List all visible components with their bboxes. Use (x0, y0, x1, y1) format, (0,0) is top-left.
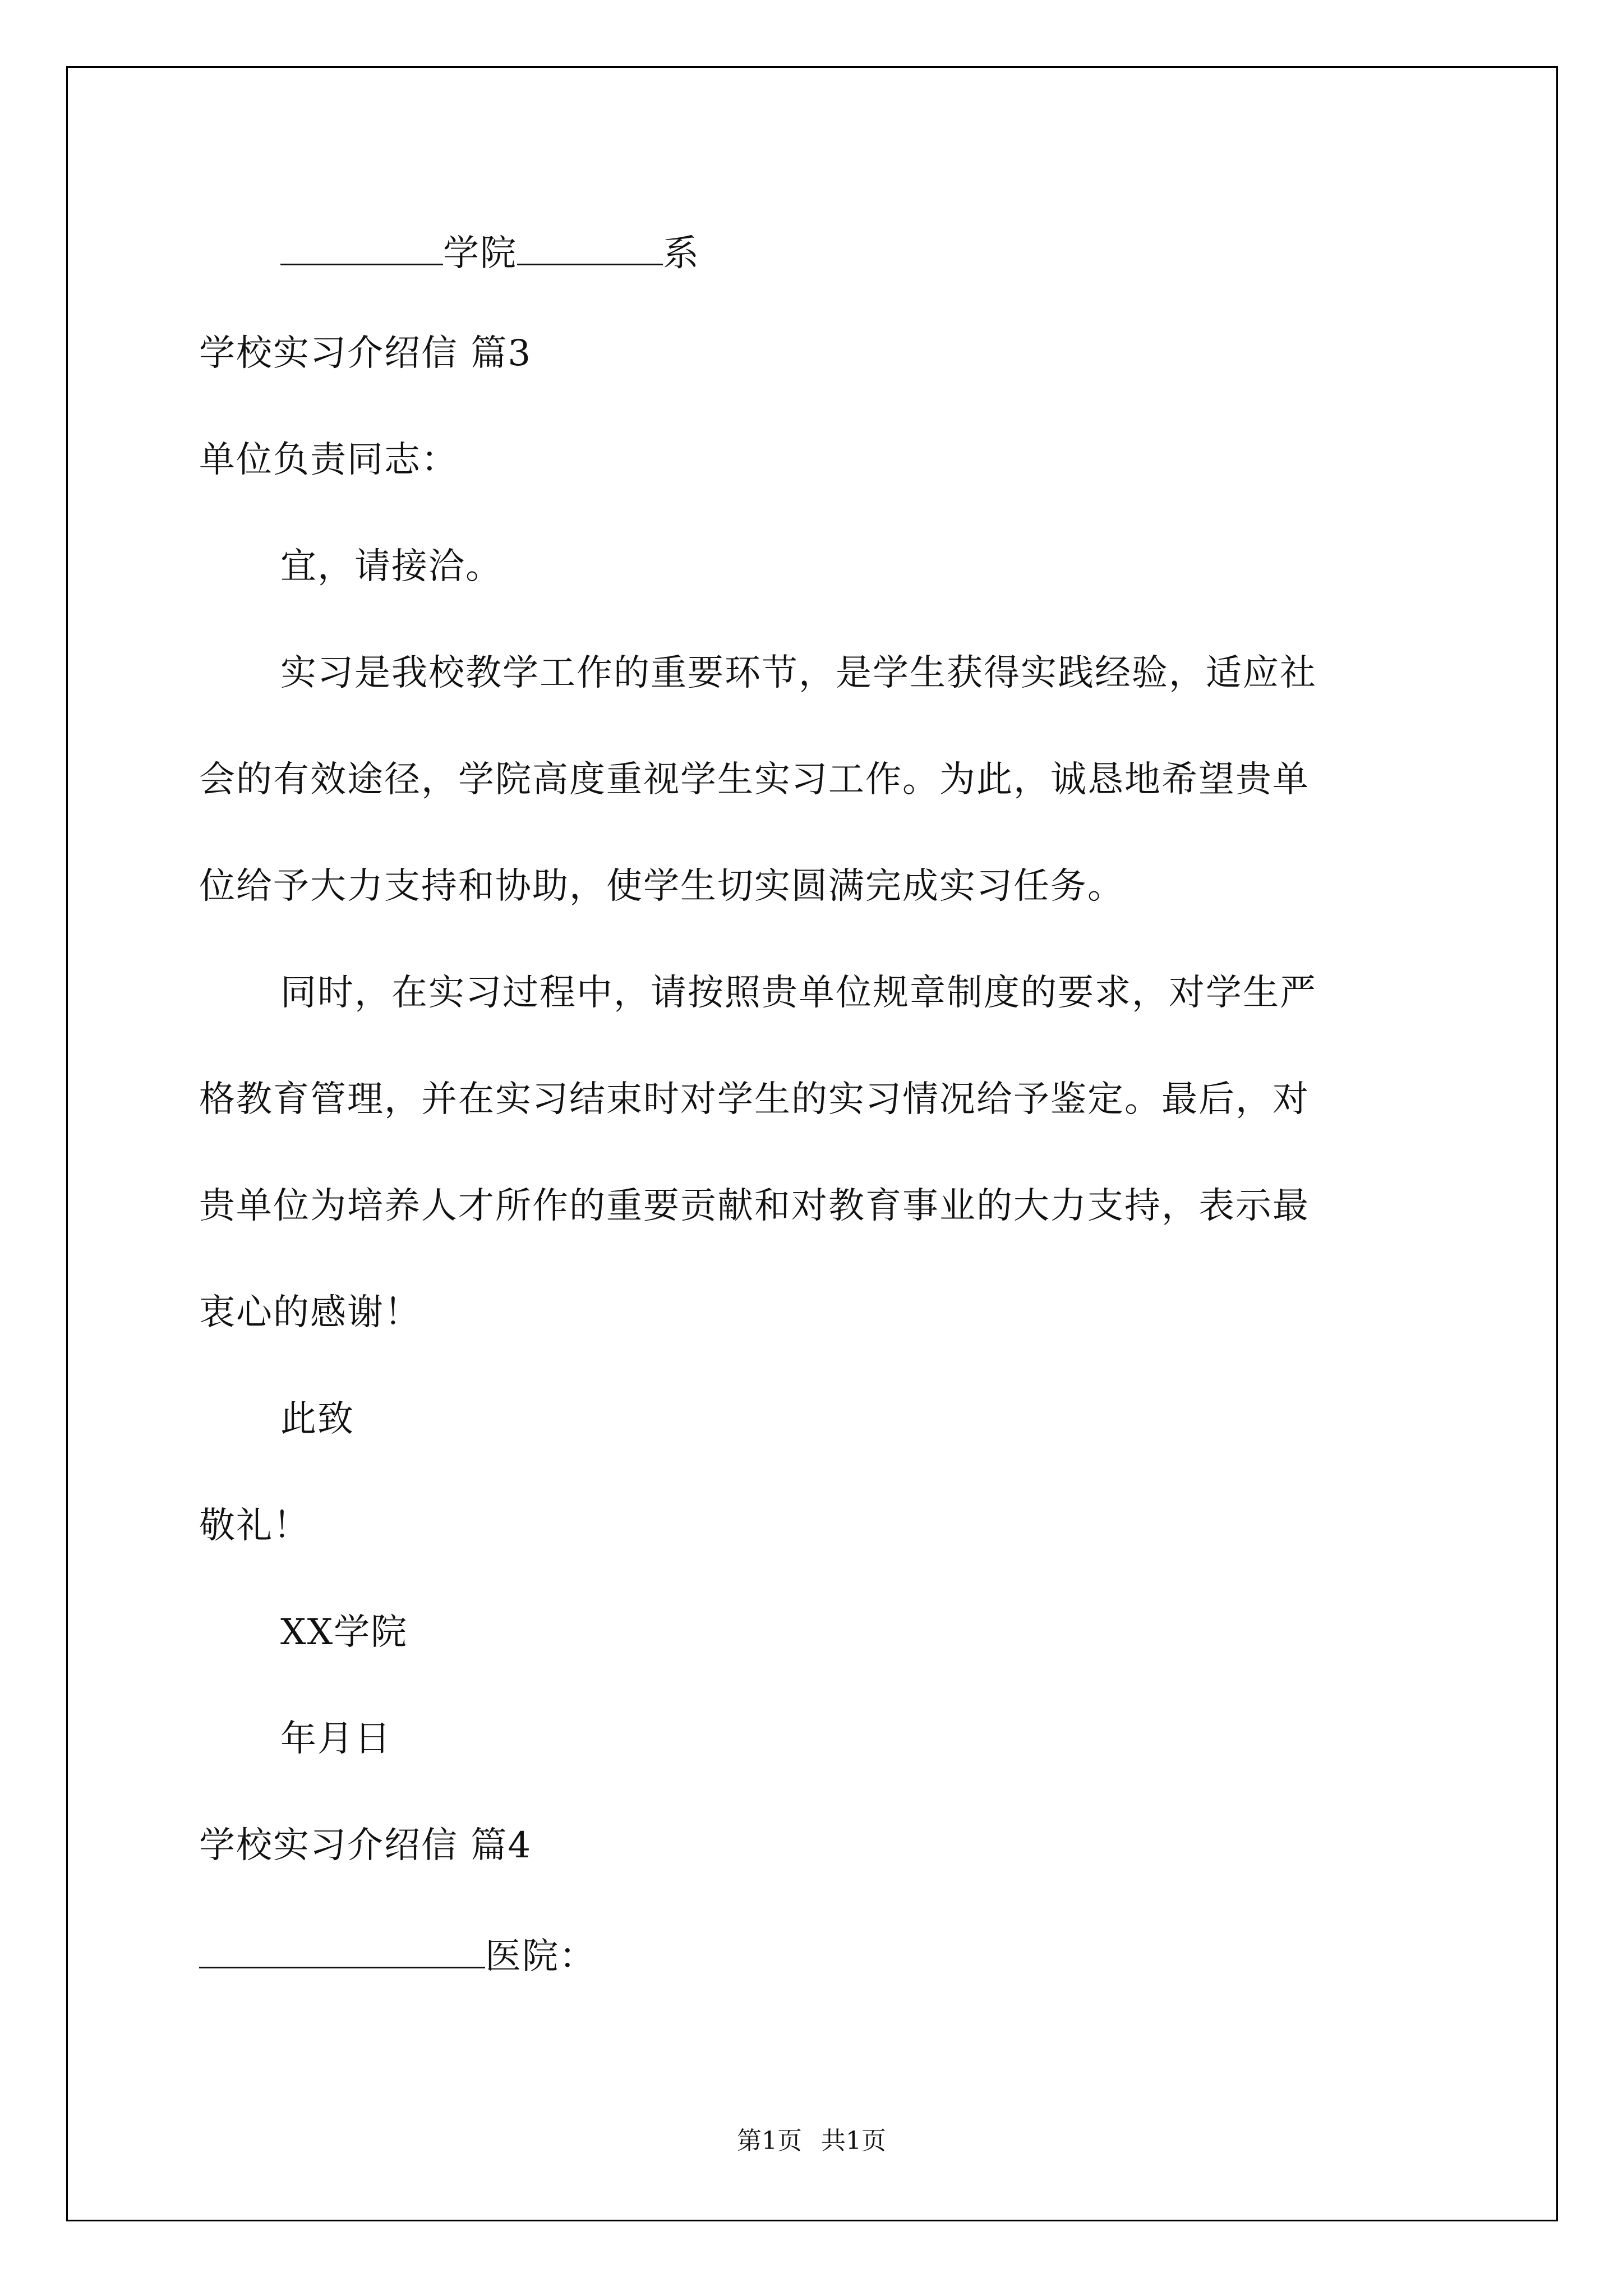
section3-salutation: 单位负责同志： (199, 439, 458, 481)
header-college-label: 学院 (443, 233, 517, 274)
section3-paragraph-3-line-2: 格教育管理，并在实习结束时对学生的实习情况给予鉴定。最后，对 (199, 1079, 1310, 1120)
section4-salutation (199, 1934, 596, 1977)
section3-paragraph-2-line-1: 实习是我校教学工作的重要环节，是学生获得实践经验，适应社 (280, 652, 1317, 694)
closing-jing-li: 敬礼！ (199, 1505, 310, 1547)
section3-paragraph-2-line-3: 位给予大力支持和协助，使学生切实圆满完成实习任务。 (199, 866, 1124, 907)
signature-date: 年月日 (280, 1718, 391, 1760)
section3-paragraph-3-line-3: 贵单位为培养人才所作的重要贡献和对教育事业的大力支持，表示最 (199, 1185, 1310, 1227)
header-department-label: 系 (663, 233, 700, 274)
page-border (66, 66, 1558, 2221)
closing-ci-zhi: 此致 (280, 1398, 354, 1440)
blank-college (280, 231, 443, 265)
section3-paragraph-3-line-4: 衷心的感谢！ (199, 1292, 421, 1333)
section3-title: 学校实习介绍信 篇3 (199, 333, 532, 374)
section3-paragraph-2-line-2: 会的有效途径，学院高度重视学生实习工作。为此，诚恳地希望贵单 (199, 759, 1310, 800)
section3-paragraph-3-line-1: 同时，在实习过程中，请按照贵单位规章制度的要求，对学生严 (280, 972, 1317, 1014)
hospital-label: 医院： (485, 1936, 596, 1977)
section3-paragraph-1: 宜，请接洽。 (280, 546, 502, 587)
header-line (199, 231, 700, 274)
page-footer (0, 2120, 1623, 2156)
page-number: 第1页 (737, 2127, 802, 2155)
blank-hospital (199, 1934, 485, 1968)
signature-college: XX学院 (280, 1612, 408, 1653)
blank-department (517, 231, 663, 265)
page-total: 共1页 (821, 2127, 886, 2155)
section4-title: 学校实习介绍信 篇4 (199, 1825, 532, 1866)
